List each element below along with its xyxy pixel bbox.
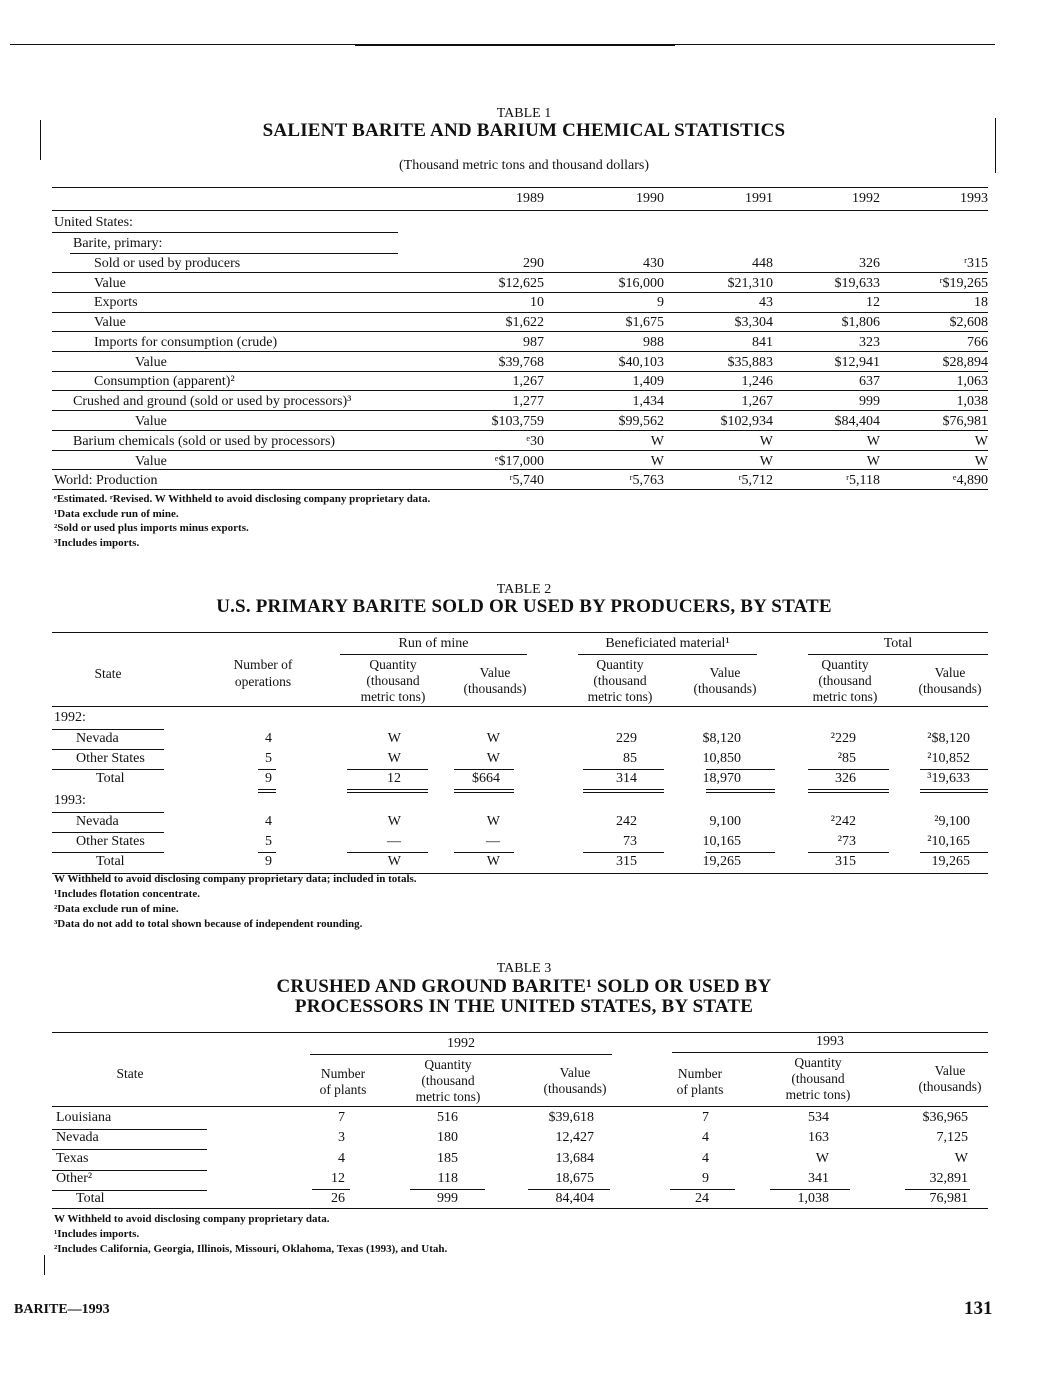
table2-cell: ²85: [837, 751, 856, 766]
table2-cell: 326: [835, 771, 856, 786]
table2-total-rule: [583, 769, 664, 770]
table3-year-rule: [310, 1054, 612, 1055]
table2-state-rule: [52, 852, 164, 853]
table2-title: U.S. PRIMARY BARITE SOLD OR USED BY PRODUCERS, BY STATE: [216, 596, 832, 617]
table2-cell: 242: [616, 814, 637, 829]
table1-row-label: Crushed and ground (sold or used by processors)³: [73, 394, 352, 409]
table1-footnote: ¹Data exclude run of mine.: [54, 508, 179, 520]
table2-total-rule: [706, 769, 775, 770]
table2-total-rule: [454, 852, 514, 853]
table1-subtitle: (Thousand metric tons and thousand dollars): [398, 158, 649, 173]
table2-state-rule: [52, 729, 164, 730]
table3-state-label: Texas: [56, 1151, 89, 1166]
table3-col-plants: Number: [677, 1066, 723, 1081]
table2-col-qty: metric tons): [360, 689, 426, 704]
table2-cell: 10,165: [702, 834, 741, 849]
table1-cell: 1,038: [956, 394, 988, 409]
footer-left: BARITE—1993: [14, 1302, 110, 1317]
table2-col-val: (thousands): [918, 681, 982, 696]
table3-col-qty: metric tons): [415, 1089, 481, 1104]
table1-cell: $39,768: [498, 355, 544, 370]
table2-cell: W: [387, 814, 401, 829]
table3-cell: 4: [702, 1130, 709, 1145]
table2-col-ops: Number of: [233, 657, 293, 672]
table2-cell: 9: [265, 854, 272, 869]
table3-footnote: ¹Includes imports.: [54, 1228, 140, 1240]
table2-double-rule: [808, 792, 889, 793]
table2-group-rule: [340, 654, 527, 655]
table3-title-line2: PROCESSORS IN THE UNITED STATES, BY STATE: [294, 996, 754, 1017]
table2-double-rule: [706, 789, 775, 790]
table3-total-rule: [312, 1189, 350, 1190]
table2-cell: ²73: [837, 834, 856, 849]
table1-row-label: Value: [135, 414, 167, 429]
table1-cell: ʳ5,712: [738, 473, 773, 488]
table2-total-rule: [920, 852, 988, 853]
table2-cell: 315: [835, 854, 856, 869]
table2-label: TABLE 2: [496, 582, 552, 597]
table3-cell: 32,891: [929, 1171, 968, 1186]
table2-state-rule: [52, 769, 164, 770]
page-number: 131: [964, 1298, 993, 1319]
table1-row-rule: [52, 292, 988, 293]
table3-col-qty: Quantity: [424, 1057, 472, 1072]
table1-cell: W: [759, 454, 773, 469]
table1-cell: 766: [967, 335, 988, 350]
table3-cell: 163: [808, 1130, 829, 1145]
table2-double-rule: [920, 792, 988, 793]
table1-row-label: Sold or used by producers: [94, 256, 241, 271]
table2-group-header: Run of mine: [398, 636, 469, 651]
table3-state-label: Total: [76, 1191, 105, 1206]
table2-col-qty: Quantity: [596, 657, 644, 672]
table1-footnote: ³Includes imports.: [54, 537, 140, 549]
table3-title-line1: CRUSHED AND GROUND BARITE¹ SOLD OR USED BY: [276, 976, 772, 997]
table3-year-header: 1992: [447, 1036, 475, 1051]
table3-col-val: Value: [934, 1063, 966, 1078]
table1-cell: $76,981: [942, 414, 988, 429]
table1-row-rule: [52, 331, 988, 332]
table2-cell: 73: [623, 834, 637, 849]
table1-row-rule: [52, 371, 988, 372]
table3-cell: 1,038: [797, 1191, 829, 1206]
table1-cell: $103,759: [491, 414, 544, 429]
table2-cell: ²9,100: [934, 814, 970, 829]
table3-year-rule: [672, 1052, 988, 1053]
table1-cell: 988: [643, 335, 664, 350]
table1-cell: ʳ5,740: [509, 473, 544, 488]
table2-cell: 85: [623, 751, 637, 766]
table1-cell: 1,267: [741, 394, 773, 409]
table1-cell: 841: [752, 335, 773, 350]
table3-total-rule: [770, 1189, 850, 1190]
table2-footnote: ¹Includes flotation concentrate.: [54, 888, 200, 900]
table2-double-rule: [583, 792, 664, 793]
table3-cell: $39,618: [548, 1110, 594, 1125]
table2-double-rule: [706, 792, 775, 793]
table2-cell: W: [387, 751, 401, 766]
table3-cell: 26: [331, 1191, 345, 1206]
table2-total-rule: [583, 852, 664, 853]
table2-cell: 5: [265, 834, 272, 849]
table2-cell: 4: [265, 814, 272, 829]
table1-cell: W: [974, 434, 988, 449]
table1-cell: 1,434: [632, 394, 664, 409]
table1-cell: 12: [866, 295, 880, 310]
table2-cell: ²242: [830, 814, 856, 829]
table3-cell: 185: [437, 1151, 458, 1166]
table1-row-label: Value: [135, 355, 167, 370]
table1-cell: $28,894: [942, 355, 988, 370]
table1-cell: 1,277: [512, 394, 544, 409]
table3-total-rule: [905, 1189, 970, 1190]
table1-cell: $84,404: [834, 414, 880, 429]
table1-cell: 18: [974, 295, 988, 310]
table1-cell: $40,103: [618, 355, 664, 370]
table2-year-label: 1993:: [54, 793, 86, 808]
table2-cell: 315: [616, 854, 637, 869]
table3-cell: 3: [338, 1130, 345, 1145]
table1-row-label: Imports for consumption (crude): [94, 335, 278, 350]
table1-row-rule: [70, 253, 398, 254]
table2-cell: 314: [616, 771, 637, 786]
table3-cell: 24: [695, 1191, 709, 1206]
table3-cell: 18,675: [555, 1171, 594, 1186]
table1-row-label: United States:: [54, 215, 133, 230]
table2-total-rule: [808, 769, 889, 770]
table3-col-qty: Quantity: [794, 1055, 842, 1070]
table3-state-label: Louisiana: [56, 1110, 112, 1125]
table2-cell: —: [387, 834, 401, 849]
table2-col-qty: metric tons): [812, 689, 878, 704]
table1-label: TABLE 1: [496, 106, 552, 121]
table3-col-plants: of plants: [676, 1082, 724, 1097]
table1-cell: 43: [759, 295, 773, 310]
table1-year-header: 1992: [852, 191, 880, 206]
table1-cell: ʳ315: [963, 256, 988, 271]
table3-cell: 12,427: [555, 1130, 594, 1145]
table2-header-rule-bottom: [52, 706, 988, 707]
table2-group-rule: [578, 654, 757, 655]
table2-double-rule: [258, 792, 276, 793]
table1-cell: W: [974, 454, 988, 469]
table1-row-rule: [52, 351, 988, 352]
table3-cell: 341: [808, 1171, 829, 1186]
table2-col-val: Value: [934, 665, 966, 680]
table1-cell: W: [866, 434, 880, 449]
table2-col-val: Value: [479, 665, 511, 680]
table3-total-rule: [410, 1189, 485, 1190]
table1-cell: 1,246: [741, 374, 773, 389]
table1-cell: 1,063: [956, 374, 988, 389]
table2-state-label: Other States: [76, 834, 145, 849]
table1-row-rule: [52, 450, 988, 451]
table2-cell: 12: [387, 771, 401, 786]
table3-col-plants: Number: [320, 1066, 366, 1081]
top-rule-thick: [355, 44, 675, 46]
table1-cell: 290: [523, 256, 544, 271]
table2-col-qty: Quantity: [821, 657, 869, 672]
table2-col-state: State: [94, 666, 122, 681]
table2-cell: ²10,165: [927, 834, 970, 849]
table1-row-label: Consumption (apparent)²: [94, 374, 235, 389]
table2-total-rule: [920, 769, 988, 770]
table3-footnote: W Withheld to avoid disclosing company proprietary data.: [54, 1213, 330, 1225]
table2-cell: ²10,852: [927, 751, 970, 766]
table3-cell: $36,965: [922, 1110, 968, 1125]
table2-state-label: Total: [96, 771, 125, 786]
table3-cell: 7: [702, 1110, 709, 1125]
table1-cell: ᵉ4,890: [952, 473, 988, 488]
table1-cell: ʳ5,763: [629, 473, 664, 488]
table1-year-header: 1990: [636, 191, 664, 206]
table3-rule-top: [52, 1032, 988, 1033]
table3-state-label: Nevada: [56, 1130, 99, 1145]
table3-col-state: State: [116, 1066, 144, 1081]
table1-row-rule: [52, 390, 988, 391]
table2-col-qty: Quantity: [369, 657, 417, 672]
table2-footnote: ²Data exclude run of mine.: [54, 903, 179, 915]
table3-label: TABLE 3: [496, 961, 552, 976]
table2-cell: 19,265: [702, 854, 741, 869]
table3-col-val: (thousands): [543, 1081, 607, 1096]
table2-col-qty: (thousand: [366, 673, 420, 688]
table2-double-rule: [454, 792, 514, 793]
table3-cell: 999: [437, 1191, 458, 1206]
table2-cell: W: [486, 751, 500, 766]
table1-cell: W: [866, 454, 880, 469]
table2-col-val: Value: [709, 665, 741, 680]
table3-cell: 180: [437, 1130, 458, 1145]
table1-cell: $3,304: [734, 315, 773, 330]
table1-cell: $1,806: [841, 315, 880, 330]
table3-cell: 7: [338, 1110, 345, 1125]
table2-cell: 9,100: [709, 814, 741, 829]
table2-cell: 4: [265, 731, 272, 746]
table1-row-rule: [52, 430, 988, 431]
table1-row-rule: [52, 469, 988, 470]
table2-footnote: W Withheld to avoid disclosing company proprietary data; included in totals.: [54, 873, 417, 885]
table2-group-rule: [808, 654, 988, 655]
table2-double-rule: [808, 789, 889, 790]
table1-row-rule: [52, 410, 988, 411]
table1-cell: 9: [657, 295, 664, 310]
table2-state-rule: [52, 749, 164, 750]
table1-row-label: World: Production: [54, 473, 158, 488]
table1-cell: $35,883: [727, 355, 773, 370]
table3-footnote: ²Includes California, Georgia, Illinois, Missouri, Oklahoma, Texas (1993), and Utah.: [54, 1243, 448, 1255]
table3-bottom-rule: [52, 1208, 988, 1209]
table1-cell: $19,633: [834, 276, 880, 291]
table1-row-rule: [52, 312, 988, 313]
table3-cell: W: [815, 1151, 829, 1166]
table3-col-qty: (thousand: [791, 1071, 845, 1086]
table2-footnote: ³Data do not add to total shown because of independent rounding.: [54, 918, 363, 930]
table3-year-header: 1993: [816, 1034, 844, 1049]
table2-total-rule: [347, 852, 428, 853]
table2-col-qty: metric tons): [587, 689, 653, 704]
table3-cell: 534: [808, 1110, 829, 1125]
table1-header-rule-bottom: [52, 210, 988, 211]
table2-cell: W: [387, 731, 401, 746]
table1-row-label: Barite, primary:: [73, 236, 163, 251]
table3-col-qty: (thousand: [421, 1073, 475, 1088]
table2-double-rule: [454, 789, 514, 790]
table2-cell: 5: [265, 751, 272, 766]
table2-cell: ²229: [830, 731, 856, 746]
table2-cell: 19,265: [931, 854, 970, 869]
table2-cell: W: [486, 814, 500, 829]
table1-cell: $1,622: [505, 315, 544, 330]
table1-cell: 448: [752, 256, 773, 271]
table2-state-rule: [52, 832, 164, 833]
table2-cell: ²$8,120: [927, 731, 970, 746]
table2-cell: 229: [616, 731, 637, 746]
table2-cell: —: [486, 834, 500, 849]
left-margin-line-2: [44, 1255, 45, 1275]
table2-total-rule: [706, 852, 775, 853]
table2-double-rule: [347, 789, 428, 790]
table1-year-header: 1991: [745, 191, 773, 206]
table1-cell: $12,625: [498, 276, 544, 291]
table1-cell: ᵉ30: [526, 434, 544, 449]
table2-cell: $8,120: [702, 731, 741, 746]
table3-cell: 13,684: [555, 1151, 594, 1166]
table2-cell: 9: [265, 771, 272, 786]
table1-row-label: Value: [94, 276, 126, 291]
table1-title: SALIENT BARITE AND BARIUM CHEMICAL STATISTICS: [262, 120, 786, 141]
table1-cell: 326: [859, 256, 880, 271]
table2-total-rule: [808, 852, 889, 853]
table2-cell: W: [486, 731, 500, 746]
table1-cell: 637: [859, 374, 880, 389]
table1-cell: $21,310: [727, 276, 773, 291]
table1-cell: ᵉ$17,000: [494, 454, 544, 469]
table3-cell: W: [954, 1151, 968, 1166]
table2-col-qty: (thousand: [593, 673, 647, 688]
table2-group-header: Beneficiated material¹: [605, 636, 730, 651]
table2-total-rule: [454, 769, 514, 770]
table1-cell: W: [650, 454, 664, 469]
table1-row-rule: [52, 489, 988, 490]
table2-rule-top: [52, 632, 988, 633]
table1-cell: 323: [859, 335, 880, 350]
table1-footnote: ²Sold or used plus imports minus exports.: [54, 522, 249, 534]
table2-cell: W: [486, 854, 500, 869]
table2-double-rule: [347, 792, 428, 793]
table2-state-label: Other States: [76, 751, 145, 766]
table1-year-header: 1989: [516, 191, 544, 206]
table3-cell: 4: [338, 1151, 345, 1166]
table3-header-rule-bottom: [52, 1106, 988, 1107]
table3-cell: 118: [437, 1171, 458, 1186]
table3-cell: 4: [702, 1151, 709, 1166]
table3-cell: 9: [702, 1171, 709, 1186]
table2-year-label: 1992:: [54, 710, 86, 725]
table1-cell: $102,934: [720, 414, 773, 429]
table2-state-label: Nevada: [76, 814, 119, 829]
table2-total-rule: [258, 769, 276, 770]
table2-state-rule: [52, 812, 164, 813]
table3-col-val: Value: [559, 1065, 591, 1080]
table1-cell: ʳ5,118: [845, 473, 880, 488]
table2-cell: W: [387, 854, 401, 869]
table3-col-plants: of plants: [319, 1082, 367, 1097]
table1-cell: 1,267: [512, 374, 544, 389]
table1-cell: W: [759, 434, 773, 449]
table2-state-label: Total: [96, 854, 125, 869]
table3-cell: 84,404: [555, 1191, 594, 1206]
table2-total-rule: [347, 769, 428, 770]
table1-row-rule: [52, 272, 988, 273]
table2-col-qty: (thousand: [818, 673, 872, 688]
table1-cell: 987: [523, 335, 544, 350]
table1-cell: 999: [859, 394, 880, 409]
table3-total-rule: [670, 1189, 735, 1190]
table3-cell: 76,981: [929, 1191, 968, 1206]
table2-double-rule: [258, 789, 276, 790]
table2-cell: ³19,633: [927, 771, 970, 786]
table1-cell: $1,675: [625, 315, 664, 330]
table2-double-rule: [583, 789, 664, 790]
table1-row-label: Barium chemicals (sold or used by processors): [73, 434, 336, 449]
table1-year-header: 1993: [960, 191, 988, 206]
table2-group-header: Total: [883, 636, 913, 651]
table2-double-rule: [920, 789, 988, 790]
table2-state-label: Nevada: [76, 731, 119, 746]
table1-cell: W: [650, 434, 664, 449]
table2-total-rule: [258, 852, 276, 853]
table1-cell: ʳ$19,265: [939, 276, 988, 291]
table3-state-rule: [52, 1149, 207, 1150]
table2-cell: $664: [472, 771, 500, 786]
table1-cell: 430: [643, 256, 664, 271]
table2-col-ops: operations: [234, 674, 292, 689]
table1-row-label: Exports: [94, 295, 138, 310]
table1-cell: $16,000: [618, 276, 664, 291]
table1-cell: $99,562: [618, 414, 664, 429]
table1-row-rule: [52, 232, 398, 233]
table3-cell: 7,125: [936, 1130, 968, 1145]
table3-cell: 12: [331, 1171, 345, 1186]
table3-state-label: Other²: [56, 1171, 93, 1186]
table1-cell: 10: [530, 295, 544, 310]
table3-cell: 516: [437, 1110, 458, 1125]
table3-col-qty: metric tons): [785, 1087, 851, 1102]
table1-row-label: Value: [135, 454, 167, 469]
table1-cell: 1,409: [632, 374, 664, 389]
table1-cell: $2,608: [949, 315, 988, 330]
table2-cell: 18,970: [702, 771, 741, 786]
table1-cell: $12,941: [834, 355, 880, 370]
table2-cell: 10,850: [702, 751, 741, 766]
table1-header-rule-top: [52, 187, 988, 188]
table3-total-rule: [528, 1189, 610, 1190]
table2-col-val: (thousands): [463, 681, 527, 696]
table2-col-val: (thousands): [693, 681, 757, 696]
table1-footnote: ᵉEstimated. ʳRevised. W Withheld to avoid disclosing company proprietary data.: [54, 493, 431, 505]
table1-row-label: Value: [94, 315, 126, 330]
table3-col-val: (thousands): [918, 1079, 982, 1094]
